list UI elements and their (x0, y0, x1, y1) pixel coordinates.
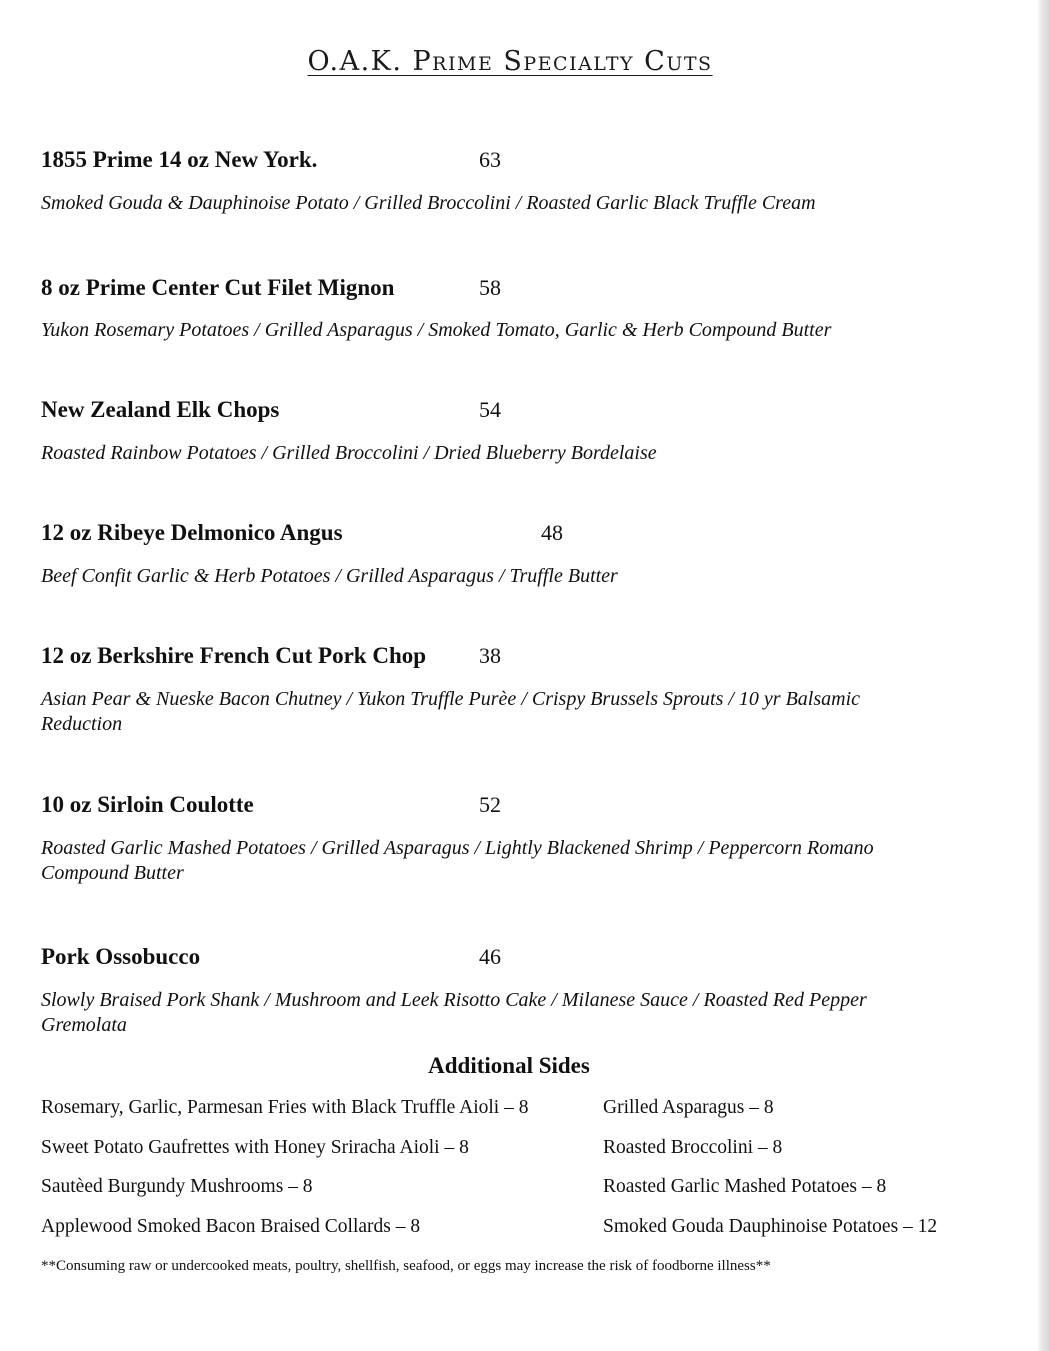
dish-description: Yukon Rosemary Potatoes / Grilled Asparagus / Smoked Tomato, Garlic & Herb Compound Butter (41, 319, 832, 341)
side-item: Roasted Garlic Mashed Potatoes – 8 (603, 1176, 887, 1197)
dish-description: Roasted Rainbow Potatoes / Grilled Broccolini / Dried Blueberry Bordelaise (41, 442, 657, 464)
side-item: Rosemary, Garlic, Parmesan Fries with Black Truffle Aioli – 8 (41, 1097, 529, 1118)
dish-name: New Zealand Elk Chops (41, 397, 280, 422)
allergen-disclaimer: **Consuming raw or undercooked meats, poultry, shellfish, seafood, or eggs may increase the risk of foodborne illness** (41, 1258, 771, 1274)
menu-title: O.A.K. Prime Specialty Cuts (307, 46, 713, 77)
dish-name: 10 oz Sirloin Coulotte (41, 792, 254, 817)
dish-price: 54 (479, 397, 501, 422)
dish-price: 63 (479, 147, 501, 172)
dish-name: 1855 Prime 14 oz New York. (41, 147, 318, 172)
dish-price: 52 (479, 792, 501, 817)
side-item: Sweet Potato Gaufrettes with Honey Sriracha Aioli – 8 (41, 1137, 469, 1158)
dish-description: Asian Pear & Nueske Bacon Chutney / Yukon Truffle Purèe / Crispy Brussels Sprouts / 10 yr Balsamic Reduction (41, 688, 861, 735)
sides-heading: Additional Sides (428, 1053, 590, 1078)
side-item: Roasted Broccolini – 8 (603, 1137, 783, 1158)
dish-description: Roasted Garlic Mashed Potatoes / Grilled Asparagus / Lightly Blackened Shrimp / Peppercorn Romano Compound Butter (41, 837, 874, 884)
dish-price: 38 (479, 643, 501, 668)
dish-price: 48 (541, 520, 563, 545)
dish-description: Beef Confit Garlic & Herb Potatoes / Grilled Asparagus / Truffle Butter (41, 565, 618, 587)
side-item: Applewood Smoked Bacon Braised Collards – 8 (41, 1216, 421, 1237)
dish-price: 46 (479, 944, 501, 969)
page-edge-shadow (1037, 0, 1049, 1351)
dish-name: Pork Ossobucco (41, 944, 201, 969)
side-item: Smoked Gouda Dauphinoise Potatoes – 12 (603, 1216, 938, 1237)
dish-description: Smoked Gouda & Dauphinoise Potato / Grilled Broccolini / Roasted Garlic Black Truffle Cream (41, 192, 816, 214)
dish-price: 58 (479, 275, 501, 300)
side-item: Grilled Asparagus – 8 (603, 1097, 774, 1118)
dish-name: 12 oz Ribeye Delmonico Angus (41, 520, 343, 545)
dish-name: 12 oz Berkshire French Cut Pork Chop (41, 643, 427, 668)
dish-description: Slowly Braised Pork Shank / Mushroom and Leek Risotto Cake / Milanese Sauce / Roasted Red Pepper Gremolata (41, 989, 867, 1036)
dish-name: 8 oz Prime Center Cut Filet Mignon (41, 275, 395, 300)
side-item: Sautèed Burgundy Mushrooms – 8 (41, 1176, 313, 1197)
